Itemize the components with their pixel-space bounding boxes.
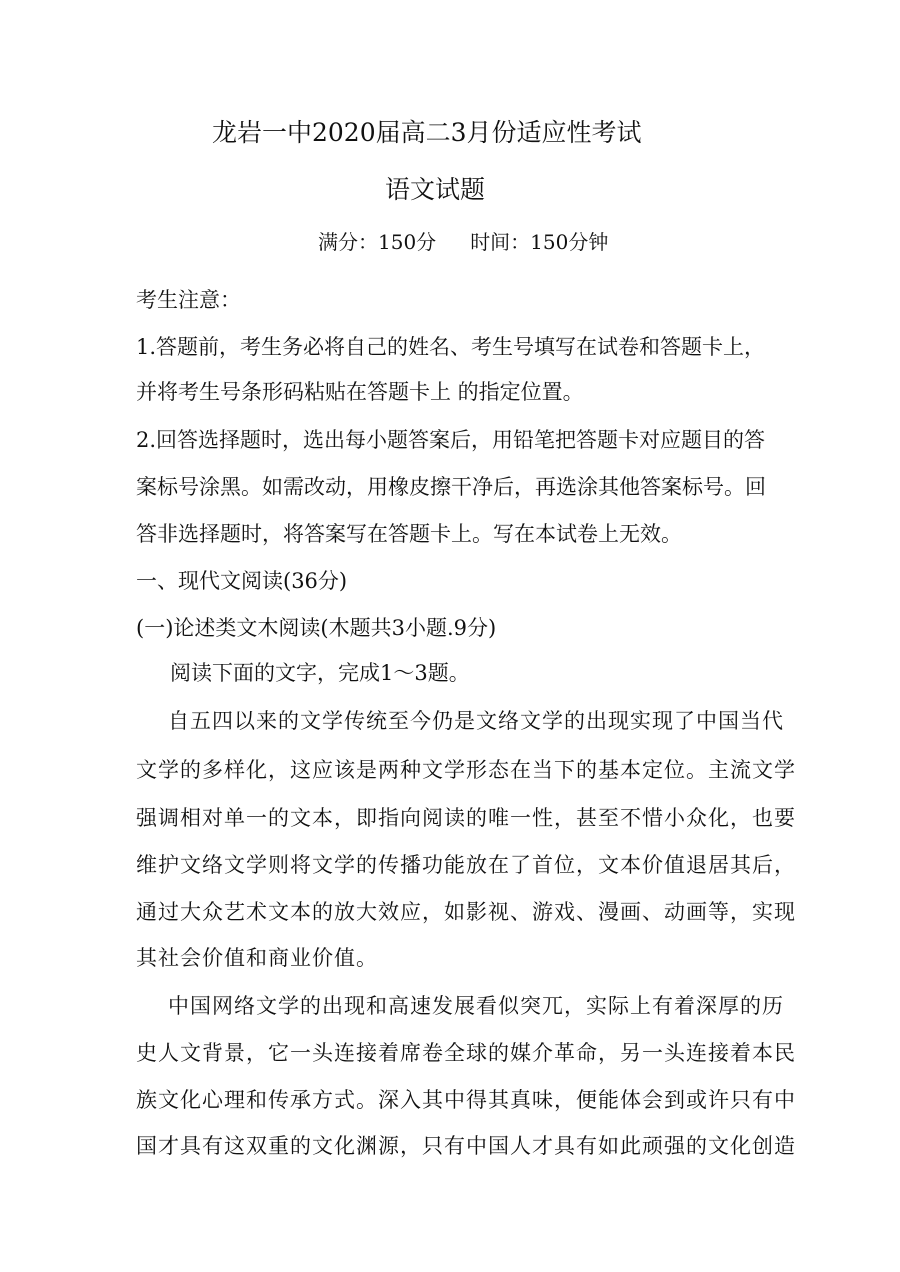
notice-heading: 考生注意： — [136, 288, 241, 312]
notice-line: 2.回答选择题时，选出每小题答案后，用铅笔把答题卡对应题目的答 — [136, 428, 766, 452]
passage-line: 强调相对单一的文本，即指向阅读的唯一性，甚至不惜小众化，也要 — [136, 806, 796, 830]
passage-line: 国才具有这双重的文化渊源，只有中国人才具有如此顽强的文化创造 — [136, 1134, 796, 1158]
subject-title: 语文试题 — [385, 175, 486, 204]
section-title: 一、现代文阅读(36分) — [136, 569, 348, 593]
passage-line: 自五四以来的文学传统至今仍是文络文学的出现实现了中国当代 — [168, 709, 784, 733]
notice-line: 1.答题前，考生务必将自己的姓名、考生号填写在试卷和答题卡上， — [136, 335, 766, 359]
full-score: 满分：150分 — [318, 230, 437, 254]
passage-line: 其社会价值和商业价值。 — [136, 946, 378, 970]
passage-line: 通过大众艺术文本的放大效应，如影视、游戏、漫画、动画等，实现 — [136, 900, 796, 924]
passage-line: 文学的多样化，这应该是两种文学形态在当下的基本定位。主流文学 — [136, 758, 796, 782]
passage-line: 史人文背景，它一头连接着席卷全球的媒介革命，另一头连接着本民 — [136, 1041, 796, 1065]
passage-line: 维护文络文学则将文学的传播功能放在了首位，文本价值退居其后， — [136, 853, 796, 877]
passage-line: 中国网络文学的出现和高速发展看似突兀，实际上有着深厚的历 — [168, 994, 784, 1018]
notice-line: 案标号涂黑。如需改动，用橡皮擦干净后，再选涂其他答案标号。回 — [136, 475, 766, 499]
reading-instruction: 阅读下面的文字，完成1～3题。 — [170, 661, 470, 685]
exam-time: 时间：150分钟 — [470, 230, 609, 254]
passage-line: 族文化心理和传承方式。深入其中得其真味，便能体会到或许只有中 — [136, 1088, 796, 1112]
subsection-title: (一)论述类文木阅读(木题共3小题.9分) — [136, 616, 497, 640]
score-time-line — [318, 232, 608, 252]
exam-title: 龙岩一中2020届高二3月份适应性考试 — [212, 118, 642, 147]
notice-line: 并将考生号条形码粘贴在答题卡上 的指定位置。 — [136, 380, 584, 404]
notice-line: 答非选择题时，将答案写在答题卡上。写在本试卷上无效。 — [136, 522, 682, 546]
